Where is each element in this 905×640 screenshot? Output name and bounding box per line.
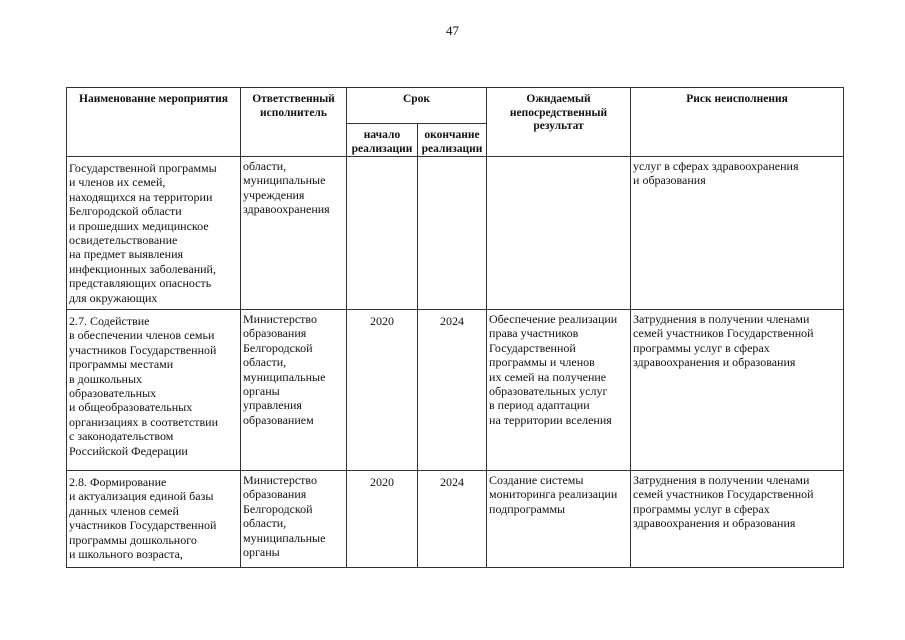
table-row xyxy=(67,157,844,310)
header-term: Срок xyxy=(347,88,487,124)
activity-name-cell: 2.8. Формирование и актуализация единой базы данных членов семей участников Государственной программы дошкольного и школьного возраста, xyxy=(67,471,241,568)
end-year-cell xyxy=(418,157,487,310)
start-year-cell xyxy=(347,157,418,310)
table-row xyxy=(67,471,844,568)
activity-name-cell: Государственной программы и членов их семей, находящихся на территории Белгородской области и прошедших медицинское освидетельствование на предмет выявления инфекционных заболеваний, представляющих опасность для окружающих xyxy=(67,157,241,310)
end-year-cell: 2024 xyxy=(418,310,487,471)
expected-result-cell: Создание системы мониторинга реализации подпрограммы xyxy=(487,471,631,568)
activity-name-cell: 2.7. Содействие в обеспечении членов семьи участников Государственной программы местами в дошкольных образовательных и общеобразовательных организациях в соответствии с законодательством Российской Федерации xyxy=(67,310,241,471)
expected-result-cell: Обеспечение реализации права участников Государственной программы и членов их семей на получение образовательных услуг в период адаптации на территории вселения xyxy=(487,310,631,471)
end-year-cell: 2024 xyxy=(418,471,487,568)
header-end: окончание реализации xyxy=(418,124,487,157)
activities-table xyxy=(66,87,844,568)
executor-cell: Министерство образования Белгородской области, муниципальные органы xyxy=(241,471,347,568)
table-row xyxy=(67,310,844,471)
header-start: начало реализации xyxy=(347,124,418,157)
header-expected-result: Ожидаемый непосредственный результат xyxy=(487,88,631,157)
header-executor: Ответственный исполнитель xyxy=(241,88,347,157)
start-year-cell: 2020 xyxy=(347,471,418,568)
executor-cell: Министерство образования Белгородской области, муниципальные органы управления образованием xyxy=(241,310,347,471)
page-number: 47 xyxy=(446,23,459,38)
start-year-cell: 2020 xyxy=(347,310,418,471)
risk-cell: Затруднения в получении членами семей участников Государственной программы услуг в сферах здравоохранения и образования xyxy=(631,471,844,568)
risk-cell: Затруднения в получении членами семей участников Государственной программы услуг в сферах здравоохранения и образования xyxy=(631,310,844,471)
executor-cell: области, муниципальные учреждения здравоохранения xyxy=(241,157,347,310)
header-risk: Риск неисполнения xyxy=(631,88,844,157)
expected-result-cell xyxy=(487,157,631,310)
risk-cell: услуг в сферах здравоохранения и образования xyxy=(631,157,844,310)
header-activity-name: Наименование мероприятия xyxy=(67,88,241,157)
